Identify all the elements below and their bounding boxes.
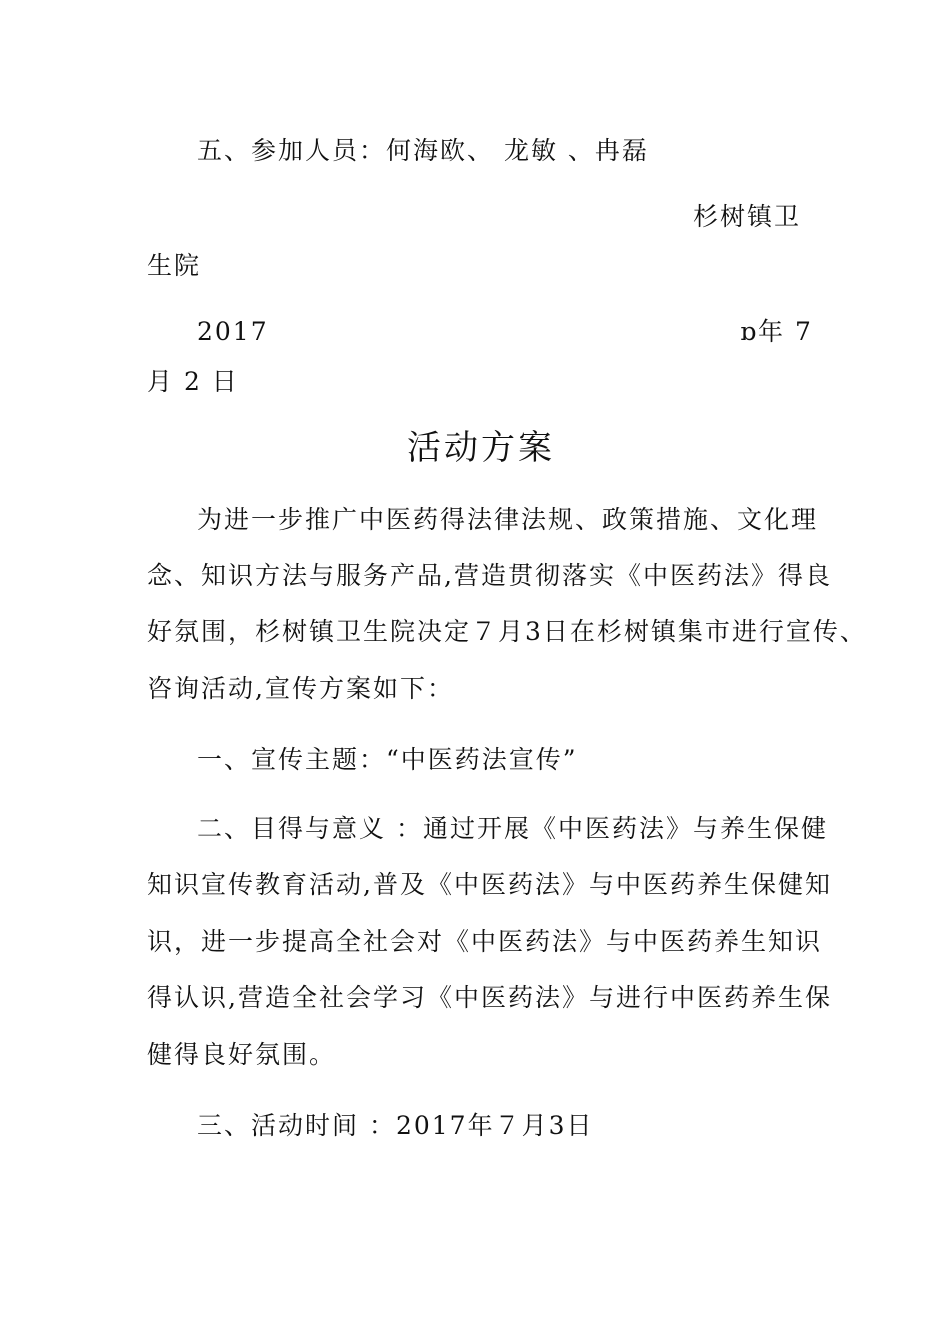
- intro-paragraph-line: 好氛围，杉树镇卫生院决定７月3日在杉树镇集市进行宣传、: [147, 617, 867, 646]
- document-title: 活动方案: [407, 428, 555, 468]
- section-purpose-line: 健得良好氛围。: [147, 1040, 337, 1069]
- date-year: 2017: [197, 317, 269, 346]
- date-month-part: ɒ年 7: [740, 317, 813, 346]
- intro-paragraph-line: 念、知识方法与服务产品,营造贯彻落实《中医药法》得良: [147, 561, 832, 590]
- date-day-part: 月 2 日: [147, 367, 239, 396]
- organization-name-part2: 生院: [147, 251, 202, 280]
- section-time: 三、活动时间 ：2017年７月3日: [197, 1111, 594, 1140]
- intro-paragraph-line: 咨询活动,宣传方案如下：: [147, 674, 454, 703]
- section-purpose-line: 识，进一步提高全社会对《中医药法》与中医药养生知识: [147, 927, 823, 956]
- intro-paragraph-line: 为进一步推广中医药得法律法规、政策措施、文化理: [197, 505, 819, 534]
- section-purpose-line: 得认识,营造全社会学习《中医药法》与进行中医药养生保: [147, 983, 832, 1012]
- section-purpose-line: 知识宣传教育活动,普及《中医药法》与中医药养生保健知: [147, 870, 832, 899]
- participants-line: 五、参加人员：何海欧、 龙敏 、冉磊: [197, 136, 649, 165]
- section-purpose-line: 二、目得与意义 ：通过开展《中医药法》与养生保健: [197, 814, 828, 843]
- organization-name-part1: 杉树镇卫: [693, 202, 802, 231]
- section-theme: 一、宣传主题：“中医药法宣传”: [197, 745, 578, 774]
